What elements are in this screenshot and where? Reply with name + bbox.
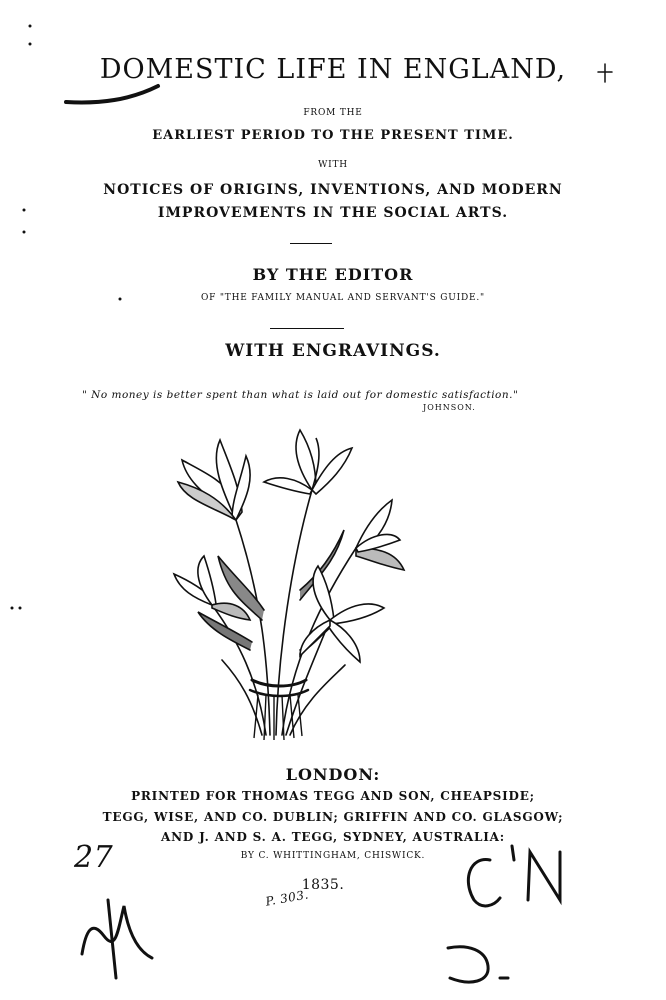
epigraph-quote: " No money is better spent than what is laid out for domestic satisfaction." <box>82 389 519 401</box>
book-title: DOMESTIC LIFE IN ENGLAND, <box>99 54 567 85</box>
imprint-line-2: TEGG, WISE, AND CO. DUBLIN; GRIFFIN AND CO. GLASGOW; <box>102 810 564 824</box>
handwritten-shelfmark: 27 <box>74 840 114 875</box>
period-line: EARLIEST PERIOD TO THE PRESENT TIME. <box>152 128 514 143</box>
from-the-label: FROM THE <box>303 108 363 118</box>
imprint-printer: BY C. WHITTINGHAM, CHISWICK. <box>240 851 426 861</box>
notices-line-2: IMPROVEMENTS IN THE SOCIAL ARTS. <box>157 205 509 221</box>
handwritten-pencil-note: P. 303. <box>264 887 310 909</box>
handwritten-lower-mark: D. <box>540 945 552 956</box>
imprint-city: LONDON: <box>285 765 381 784</box>
imprint-line-3: AND J. AND S. A. TEGG, SYDNEY, AUSTRALIA: <box>161 830 505 844</box>
handwritten-initials: C'N <box>540 842 561 853</box>
notices-line-1: NOTICES OF ORIGINS, INVENTIONS, AND MODERN <box>103 182 563 198</box>
epigraph-attribution: JOHNSON. <box>423 403 476 412</box>
imprint-year: 1835. <box>301 877 345 893</box>
imprint-line-1: PRINTED FOR THOMAS TEGG AND SON, CHEAPSIDE; <box>131 789 535 803</box>
with-engravings-line: WITH ENGRAVINGS. <box>225 341 441 361</box>
with-label: WITH <box>318 160 348 170</box>
editor-of-line: OF "THE FAMILY MANUAL AND SERVANT'S GUIDE." <box>200 293 485 303</box>
by-editor-line: BY THE EDITOR <box>252 265 414 284</box>
